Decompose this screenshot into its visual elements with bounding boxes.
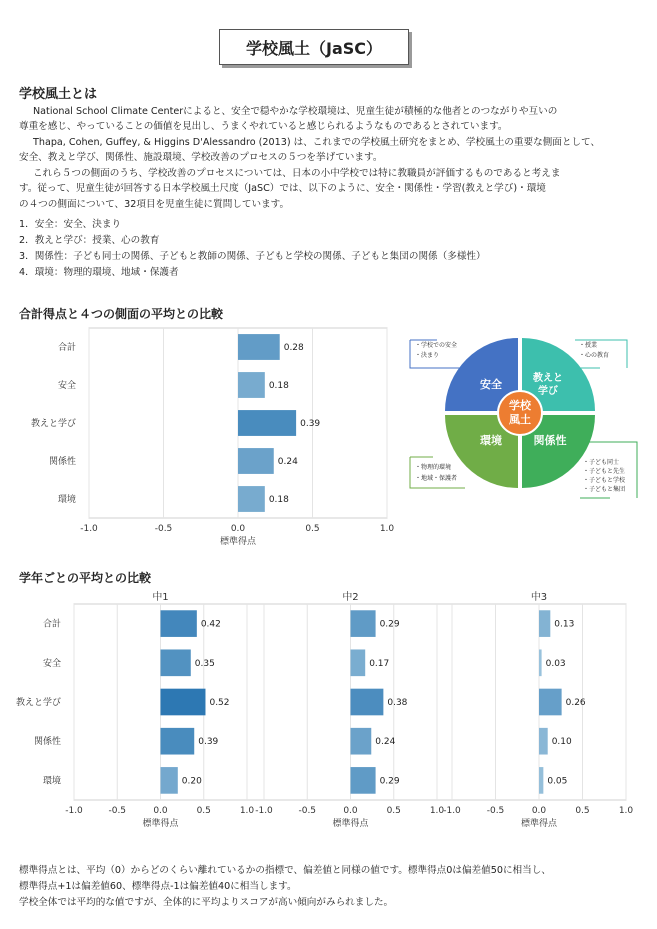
data-label: 0.52 [209,698,230,708]
category-label: 教えと学び [15,698,61,708]
data-label: 0.39 [198,737,219,748]
bar [539,728,548,755]
bar [161,689,206,716]
x-tick-label: -0.5 [298,806,317,816]
category-label: 教えと学び [30,419,76,429]
x-axis-label: 標準得点 [219,537,257,547]
data-label: 0.24 [277,457,298,467]
page-title: 学校風土（JaSC） [219,29,409,65]
facet-label: 中1 [152,592,169,603]
bar [351,728,372,755]
bar [161,610,197,637]
bar [539,689,562,716]
data-label: 0.39 [300,419,321,429]
x-tick-label: 0.0 [230,524,246,534]
bar [539,649,542,676]
intro-line-1: National School Climate Centerによると、安全で穏やかな学校環境は、児童生徒が積極的な他者とのつながりや互いの [33,106,558,117]
facet-label: 中2 [342,592,359,603]
data-label: 0.17 [369,658,390,669]
x-tick-label: -1.0 [65,806,83,816]
center-label-1: 学校 [509,399,531,412]
x-tick-label: -0.5 [486,806,505,816]
x-tick-label: 0.0 [531,806,547,816]
relations-note-3: ・子どもと学校 [583,477,626,484]
teaching-label-2: 学び [538,386,558,397]
overall-comparison-chart [19,322,399,557]
data-label: 0.05 [547,776,568,787]
data-label: 0.24 [375,737,396,748]
bar [351,767,376,794]
data-label: 0.26 [565,698,586,708]
x-tick-label: 0.5 [575,806,590,816]
environment-note-bracket [410,457,465,488]
bar [238,372,265,398]
relations-note-1: ・子ども同士 [583,459,620,466]
x-tick-label: -1.0 [443,806,461,816]
teaching-label-1: 教えと [533,373,563,384]
x-axis-label: 標準得点 [142,819,179,829]
bar [238,334,280,360]
bar [238,486,265,512]
intro-heading: 学校風土とは [19,87,98,102]
category-label: 環境 [57,495,76,505]
bar [238,410,296,436]
data-label: 0.28 [283,343,304,353]
aspect-list-item-2: 2．教えと学び：授業、心の教育 [19,235,160,246]
intro-line-7: の４つの側面について、32項目を児童生徒に質問しています。 [19,199,290,210]
x-tick-label: 1.0 [429,806,445,816]
x-tick-label: 0.0 [153,806,168,816]
grade-comparison-chart [9,588,645,838]
category-label: 安全 [57,381,76,391]
footer-note [19,863,639,911]
bar [351,689,384,716]
facet-label: 中3 [530,592,548,603]
x-tick-label: -0.5 [154,524,173,534]
data-label: 0.03 [545,658,566,669]
data-label: 0.10 [551,737,572,748]
category-label: 合計 [57,343,76,353]
data-label: 0.29 [379,619,400,630]
category-label: 関係性 [33,737,61,748]
section1-title: 合計得点と４つの側面の平均との比較 [19,307,224,321]
data-label: 0.35 [194,658,215,669]
x-tick-label: 1.0 [379,524,395,534]
environment-label: 環境 [480,434,502,447]
footer-line-2: 標準得点+1は偏差値60、標準得点-1は偏差値40に相当します。 [19,881,297,892]
bar [351,610,376,637]
intro-line-6: す。従って、児童生徒が回答する日本学校風土尺度（JaSC）では、以下のように、安全・関係性・学習(教えと学び)・環境 [19,183,546,194]
data-label: 0.20 [181,776,202,787]
bar [351,649,366,676]
relations-note-2: ・子どもと先生 [583,468,626,475]
section2-title: 学年ごとの平均との比較 [19,571,152,585]
bar [539,610,550,637]
relations-note-4: ・子どもと集団 [583,486,626,493]
safety-label: 安全 [480,378,502,391]
teaching-note-2: ・心の教育 [579,352,610,359]
data-label: 0.18 [268,495,289,505]
x-tick-label: 0.5 [305,524,320,534]
bar [161,728,195,755]
category-label: 合計 [42,619,61,630]
environment-note-1: ・物理的環境 [415,464,452,471]
footer-line-1: 標準得点とは、平均（0）からどのくらい離れているかの指標で、偏差値と同様の値です。標準得点0は偏差値50に相当し、 [19,865,551,876]
center-label-2: 風土 [509,413,531,426]
data-label: 0.18 [268,381,289,391]
data-label: 0.38 [387,698,408,708]
x-tick-label: 0.0 [343,806,358,816]
aspect-list-item-3: 3．関係性：子ども同士の関係、子どもと教師の関係、子どもと学校の関係、子どもと集団の関係（多様性） [19,251,486,262]
x-tick-label: -1.0 [80,524,98,534]
intro-line-5: これら５つの側面のうち、学校改善のプロセスについては、日本の小中学校では特に教職員が評価するものであると考えま [33,168,561,179]
relations-label: 関係性 [533,434,567,447]
x-tick-label: 1.0 [239,806,255,816]
footer-line-3: 学校全体では平均的な値ですが、全体的に平均よりスコアが高い傾向がみられました。 [19,897,394,908]
intro-line-2: 尊重を感じ、やっていることの価値を見出し、うまくやれていると感じられるようなものであるとされています。 [19,121,508,132]
x-axis-label: 標準得点 [332,819,369,829]
x-tick-label: -1.0 [255,806,273,816]
intro-line-4: 安全、教えと学び、関係性、施設環境、学校改善のプロセスの５つを挙げています。 [19,152,383,163]
x-tick-label: -0.5 [108,806,127,816]
category-label: 環境 [42,776,61,787]
x-axis-label: 標準得点 [520,819,558,829]
data-label: 0.42 [200,619,221,630]
data-label: 0.29 [379,776,400,787]
environment-note-2: ・地域・保護者 [415,475,458,482]
bar [161,649,191,676]
x-tick-label: 1.0 [618,806,634,816]
safety-note-2: ・決まり [415,352,440,359]
category-label: 安全 [42,658,61,669]
teaching-note-1: ・授業 [579,342,598,349]
school-climate-diagram [405,322,645,502]
bar [539,767,543,794]
aspect-list-item-1: 1．安全：安全、決まり [19,219,122,230]
safety-note-1: ・学校での安全 [415,342,458,349]
bar [238,448,274,474]
intro-line-3: Thapa, Cohen, Guffey, & Higgins D'Alessandro (2013) は、これまでの学校風土研究をまとめ、学校風土の重要な側面として、 [33,137,601,148]
bar [161,767,178,794]
aspect-list-item-4: 4．環境：物理的環境、地域・保護者 [19,267,179,278]
x-tick-label: 0.5 [196,806,211,816]
data-label: 0.13 [554,619,575,630]
x-tick-label: 0.5 [386,806,401,816]
category-label: 関係性 [48,457,76,467]
